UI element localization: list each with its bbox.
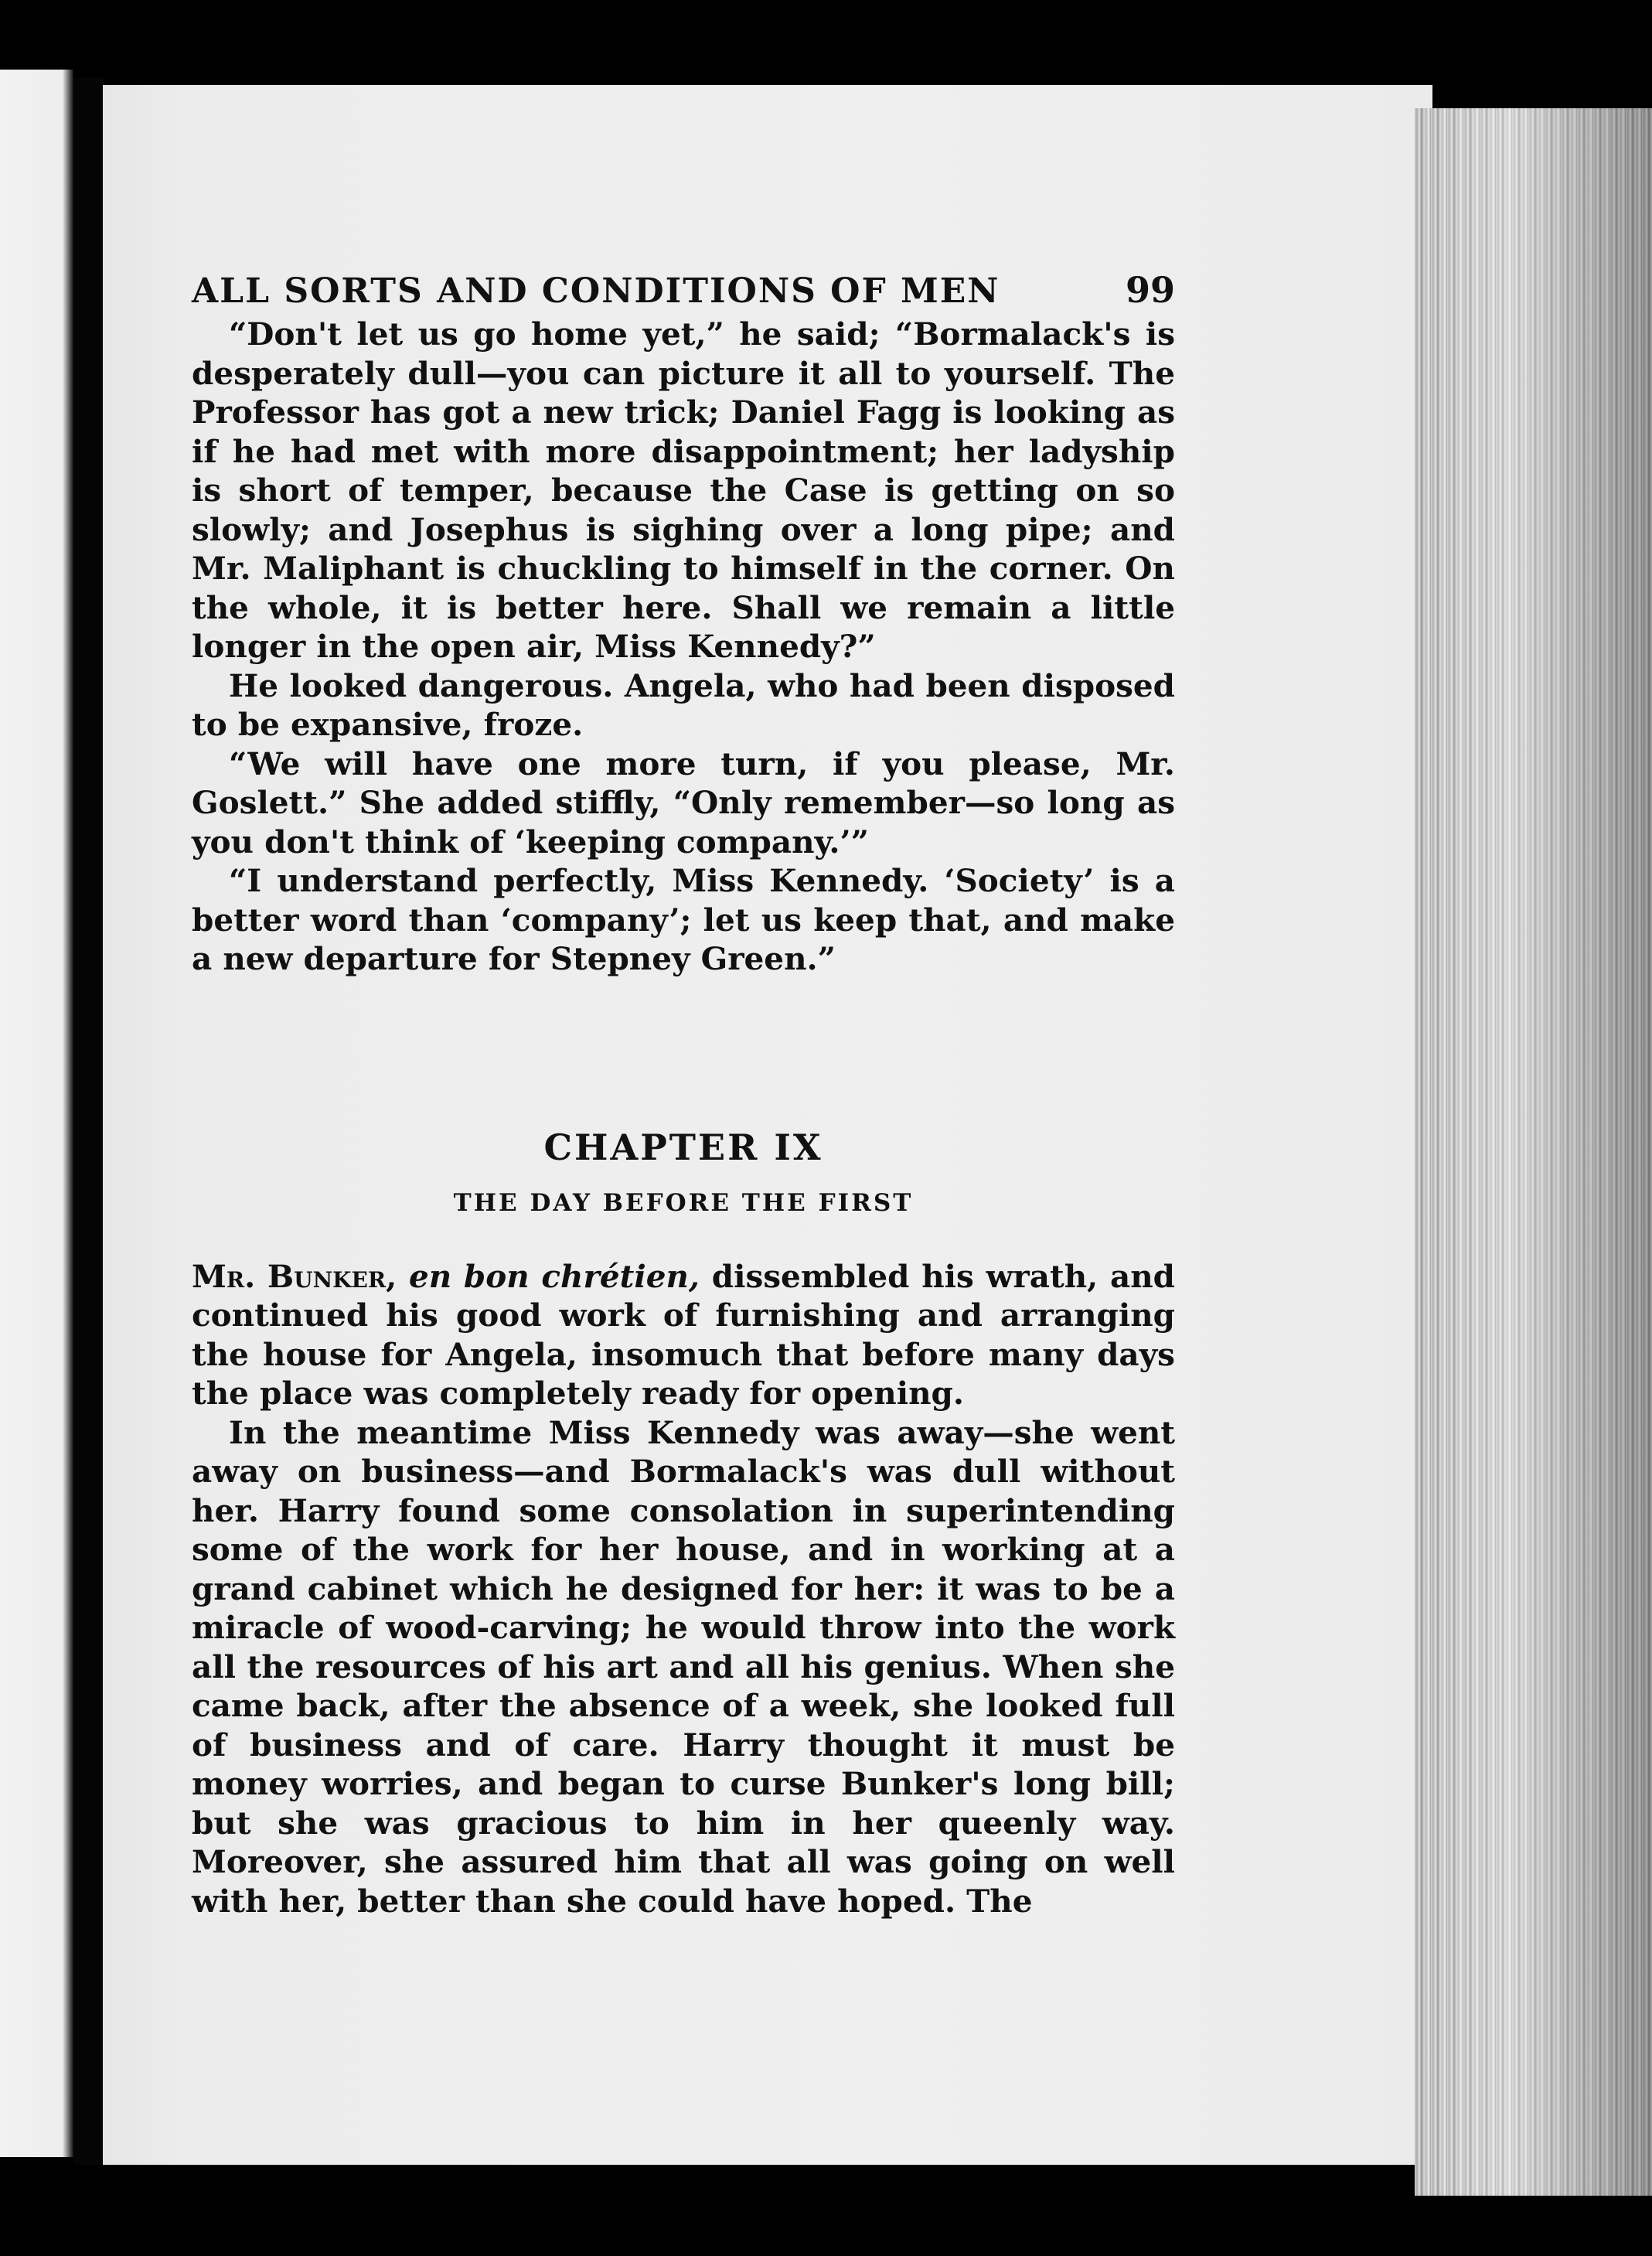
chapter-title: CHAPTER IX: [543, 1126, 823, 1168]
first-paragraph-rest: dissembled his wrath, and continued his good work of furnishing and arranging the house for Angela, insomuch that before many days the place was completely ready for opening.: [192, 1257, 1175, 1412]
paragraph: “Don't let us go home yet,” he said; “Bormalack's is desperately dull—you can picture it all to yourself. The Professor has got a new trick; Daniel Fagg is looking as if he had met with more disappointment; her ladyship is short of temper, because the Case is getting on so slowly; and Josephus is sighing over a long pipe; and Mr. Maliphant is chuckling to himself in the corner. On the whole, it is better here. Shall we remain a little longer in the open air, Miss Kennedy?”: [192, 315, 1175, 665]
running-head-title: ALL SORTS AND CONDITIONS OF MEN: [192, 271, 1000, 311]
paragraph: “We will have one more turn, if you please, Mr. Goslett.” She added stiffly, “Only remember—so long as you don't think of ‘keeping company.’”: [192, 745, 1175, 860]
paragraph: In the meantime Miss Kennedy was away—she went away on business—and Bormalack's was dull without her. Harry found some consolation in superintending some of the work for her house, and in working at a grand cabinet which he designed for her: it was to be a miracle of wood-carving; he would throw into the work all the resources of his art and all his genius. When she came back, after the absence of a week, she looked full of business and of care. Harry thought it must be money worries, and began to curse Bunker's long bill; but she was gracious to him in her queenly way. Moreover, she assured him that all was going on well with her, better than she could have hoped. The: [192, 1413, 1175, 1920]
lead-italic: en bon chrétien,: [408, 1257, 700, 1295]
page-number: 99: [1125, 269, 1175, 311]
left-page-edge: [0, 70, 73, 2157]
book-gutter: [73, 77, 103, 2165]
chapter-subtitle: THE DAY BEFORE THE FIRST: [453, 1188, 914, 1217]
lead-name: Mr. Bunker,: [192, 1257, 397, 1295]
page-text: [192, 267, 1175, 1920]
running-head: [192, 267, 1175, 315]
paragraph: He looked dangerous. Angela, who had been disposed to be expansive, froze.: [192, 666, 1175, 743]
chapter-first-paragraph: [192, 1257, 1175, 1413]
page-edges: [1415, 108, 1652, 2196]
paragraph: “I understand perfectly, Miss Kennedy. ‘Society’ is a better word than ‘company’; let us keep that, and make a new departure for Stepney Green.”: [192, 862, 1175, 977]
